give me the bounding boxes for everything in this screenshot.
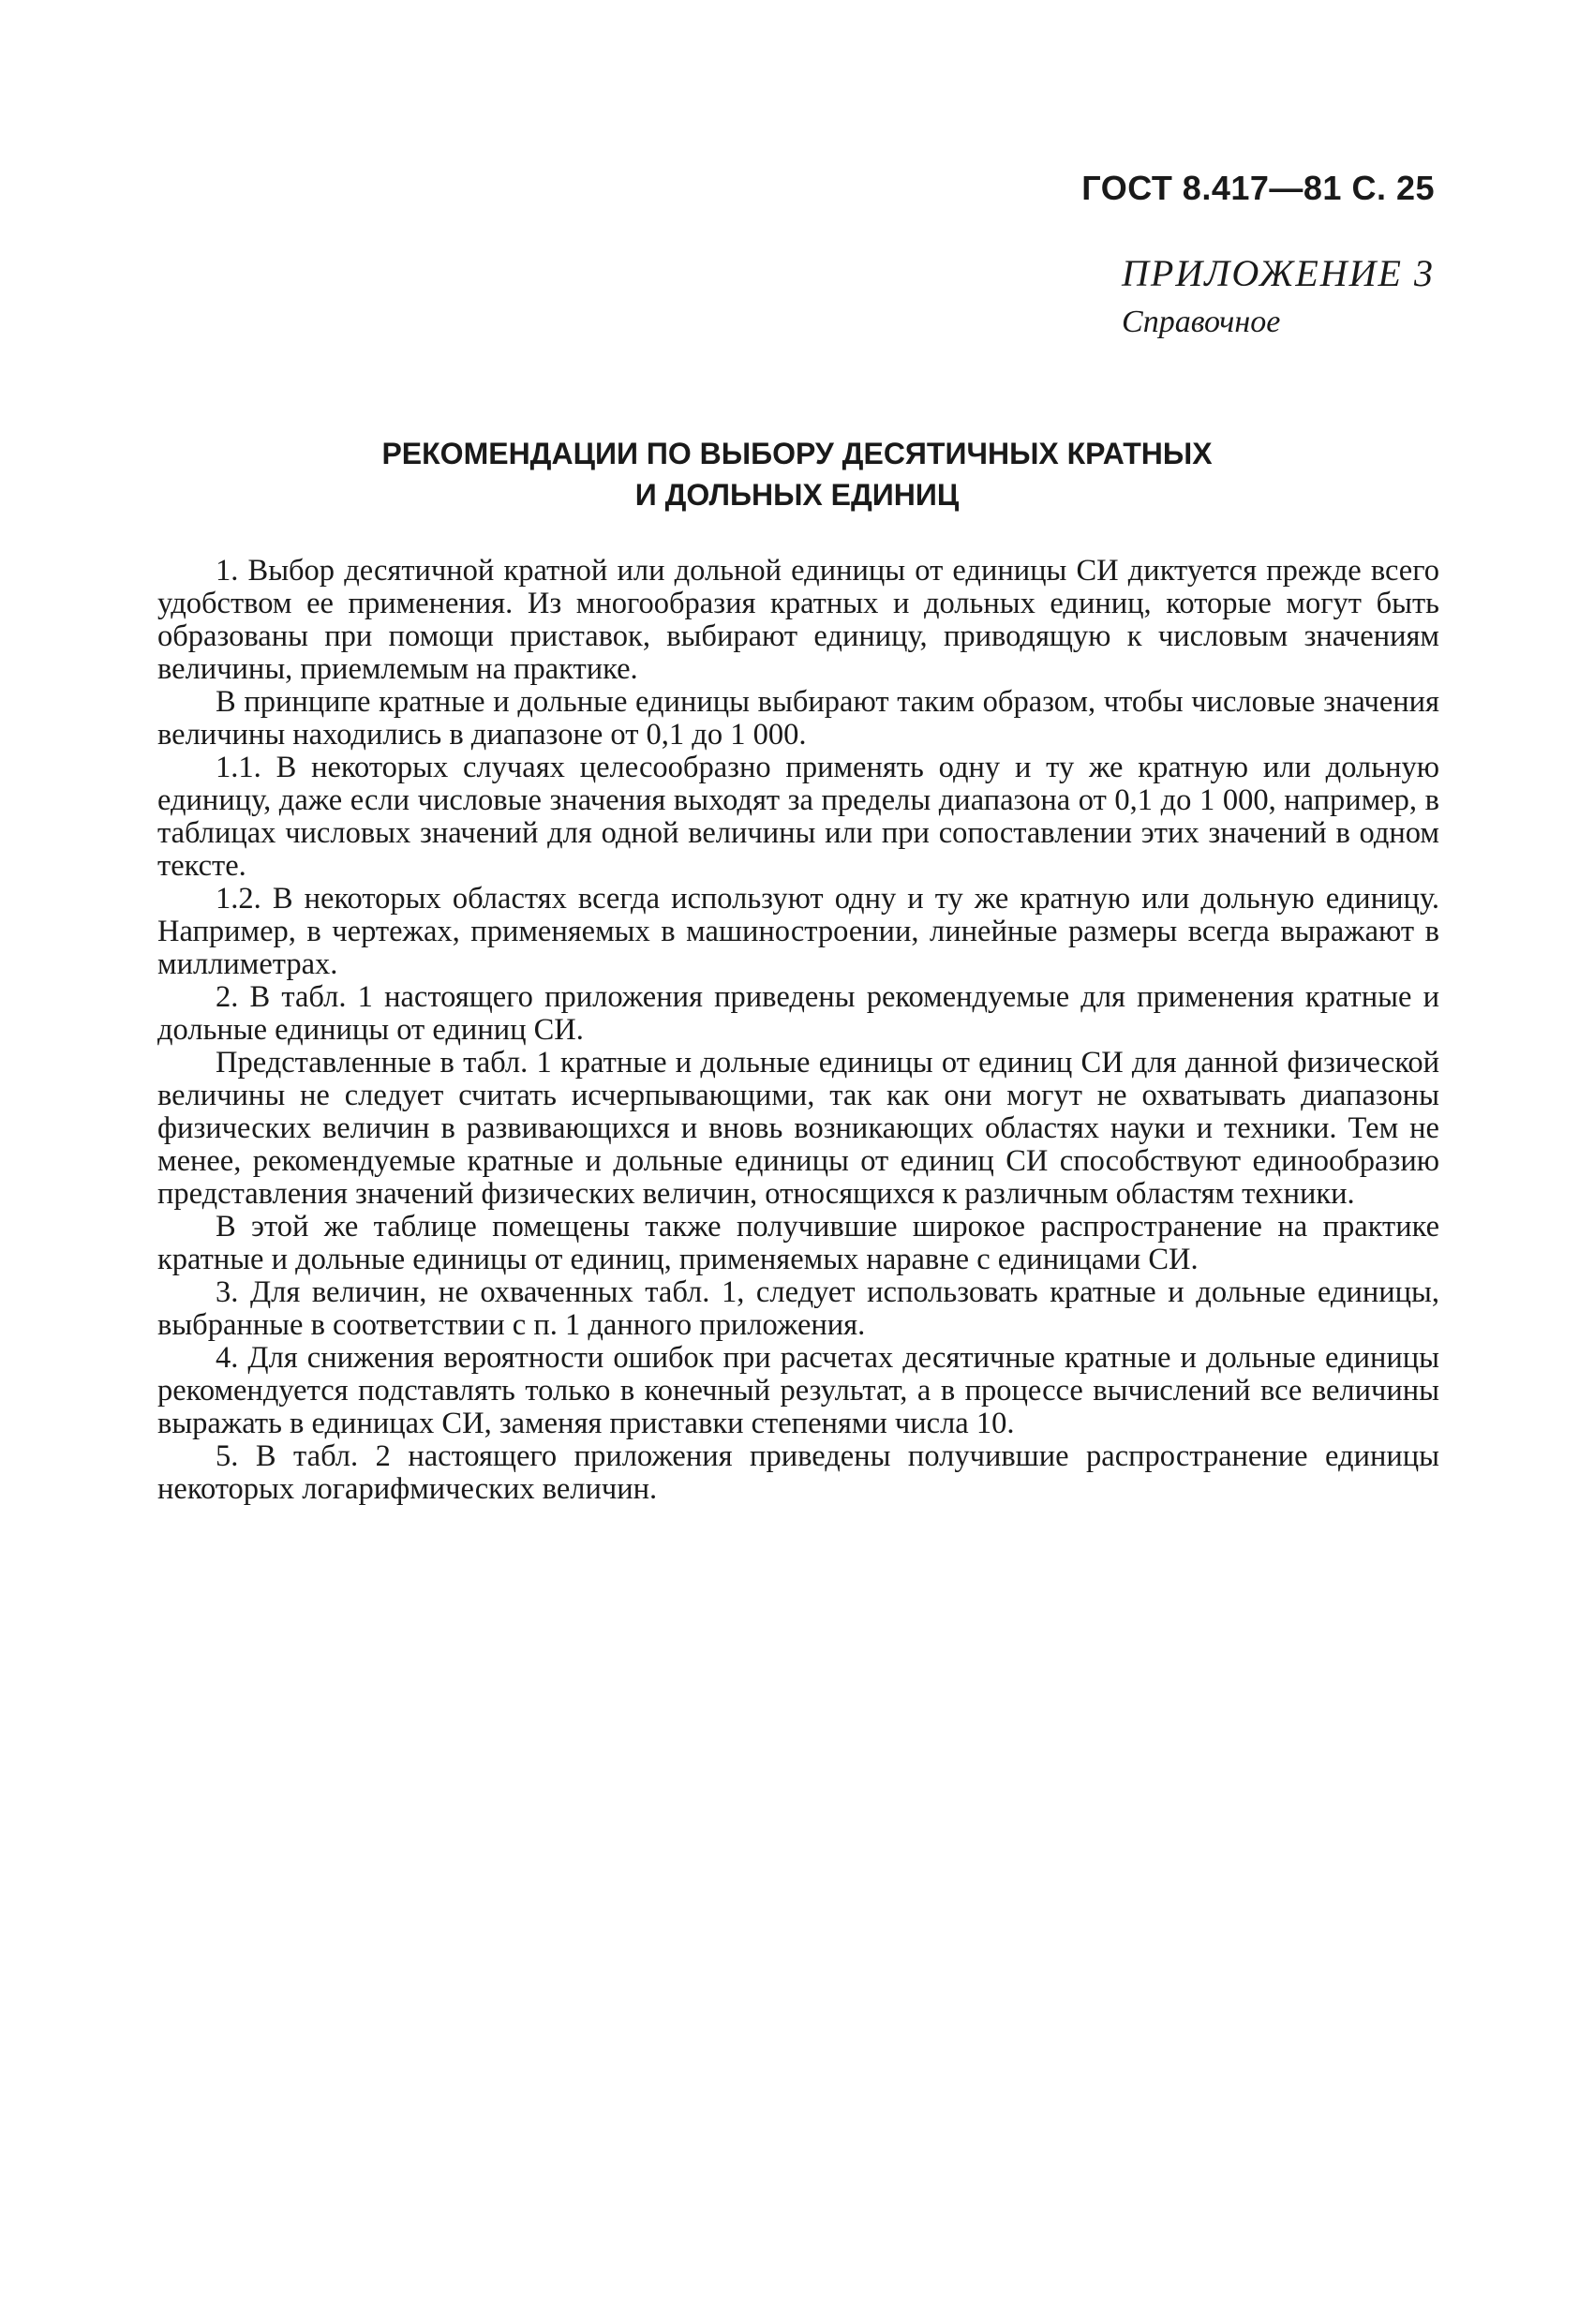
paragraph: В этой же таблице помещены также получившие широкое распространение на практике кратные и дольные единицы от единиц, применяемых наравне с единицами СИ.: [157, 1210, 1439, 1276]
appendix-title: ПРИЛОЖЕНИЕ 3: [1122, 252, 1435, 294]
paragraph: 4. Для снижения вероятности ошибок при расчетах десятичные кратные и дольные единицы рекомендуется подставлять только в конечный результат, а в процессе вычислений все величины выражать в единицах СИ, заменяя приставки степенями числа 10.: [157, 1341, 1439, 1440]
paragraph: 2. В табл. 1 настоящего приложения приведены рекомендуемые для применения кратные и дольные единицы от единиц СИ.: [157, 980, 1439, 1047]
paragraph: 1.2. В некоторых областях всегда используют одну и ту же кратную или дольную единицу. Например, в чертежах, применяемых в машиностроении, линейные размеры всегда выражают в миллиметрах.: [157, 882, 1439, 981]
page-header-doc-ref: ГОСТ 8.417—81 С. 25: [1081, 169, 1435, 207]
document-title: [159, 433, 1435, 515]
paragraph: 5. В табл. 2 настоящего приложения приведены получившие распространение единицы некоторых логарифмических величин.: [157, 1439, 1439, 1506]
paragraph: 1.1. В некоторых случаях целесообразно применять одну и ту же кратную или дольную единицу, даже если числовые значения выходят за пределы диапазона от 0,1 до 1 000, например, в таблицах числовых значений для одной величины или при сопоставлении этих значений в одном тексте.: [157, 751, 1439, 883]
appendix-block: [1122, 251, 1435, 340]
appendix-subtitle: Справочное: [1122, 305, 1281, 339]
paragraph: В принципе кратные и дольные единицы выбирают таким образом, чтобы числовые значения величины находились в диапазоне от 0,1 до 1 000.: [157, 685, 1439, 752]
paragraph: 3. Для величин, не охваченных табл. 1, следует использовать кратные и дольные единицы, выбранные в соответствии с п. 1 данного приложения.: [157, 1275, 1439, 1342]
body-text: [157, 555, 1439, 1506]
paragraph: 1. Выбор десятичной кратной или дольной единицы от единицы СИ диктуется прежде всего удобством ее применения. Из многообразия кратных и дольных единиц, которые могут быть образованы при помощи приставок, выбирают единицу, приводящую к числовым значениям величины, приемлемым на практике.: [157, 554, 1439, 686]
paragraph: Представленные в табл. 1 кратные и дольные единицы от единиц СИ для данной физической величины не следует считать исчерпывающими, так как они могут не охватывать диапазоны физических величин в развивающихся и вновь возникающих областях науки и техники. Тем не менее, рекомендуемые кратные и дольные единицы от единиц СИ способствуют единообразию представления значений физических величин, относящихся к различным областям техники.: [157, 1046, 1439, 1211]
document-title-line-2: И ДОЛЬНЫХ ЕДИНИЦ: [634, 478, 960, 512]
document-title-line-1: РЕКОМЕНДАЦИИ ПО ВЫБОРУ ДЕСЯТИЧНЫХ КРАТНЫХ: [381, 437, 1213, 470]
